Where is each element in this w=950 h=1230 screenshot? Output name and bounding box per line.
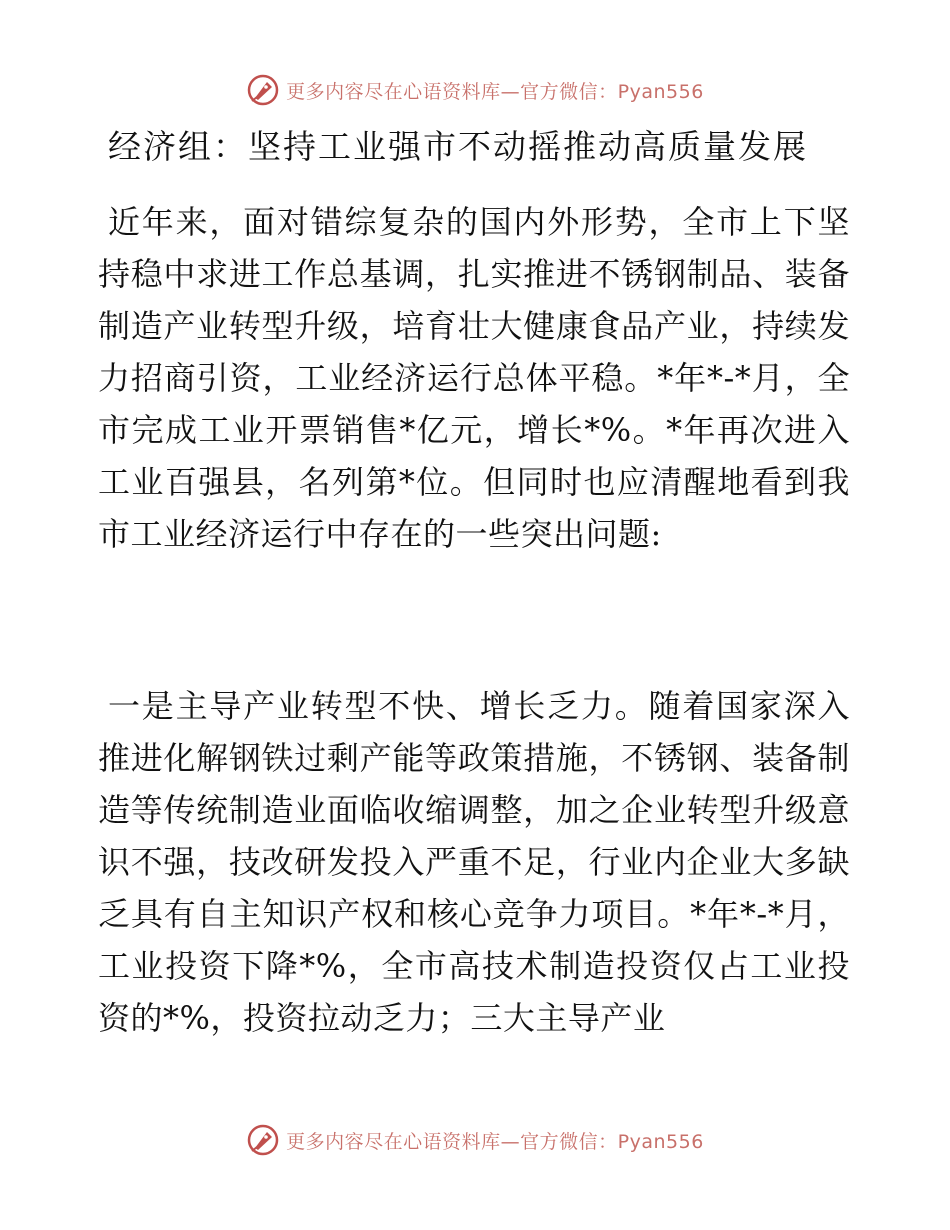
pen-nib-logo-icon bbox=[246, 73, 280, 107]
header-banner bbox=[0, 70, 950, 110]
header-banner-text: 更多内容尽在心语资料库—官方微信：Pyan556 bbox=[286, 80, 704, 103]
paragraph-problem-one: 一是主导产业转型不快、增长乏力。随着国家深入推进化解钢铁过剩产能等政策措施，不锈钢、装备制造等传统制造业面临收缩调整，加之企业转型升级意识不强，技改研发投入严重不足，行业内企业大多缺乏具有自主知识产权和核心竞争力项目。*年*-*月，工业投资下降*%，全市高技术制造投资仅占工业投资的*%，投资拉动乏力；三大主导产业 bbox=[98, 687, 850, 1037]
paragraph-intro: 近年来，面对错综复杂的国内外形势，全市上下坚持稳中求进工作总基调，扎实推进不锈钢制品、装备制造产业转型升级，培育壮大健康食品产业，持续发力招商引资，工业经济运行总体平稳。*年*-*月，全市完成工业开票销售*亿元，增长*%。*年再次进入工业百强县，名列第*位。但同时也应清醒地看到我市工业经济运行中存在的一些突出问题: bbox=[98, 203, 850, 553]
pen-nib-logo-icon bbox=[246, 1123, 280, 1157]
document-title: 经济组：坚持工业强市不动摇推动高质量发展 bbox=[108, 127, 808, 166]
footer-banner bbox=[0, 1120, 950, 1160]
footer-banner-text: 更多内容尽在心语资料库—官方微信：Pyan556 bbox=[286, 1130, 704, 1153]
